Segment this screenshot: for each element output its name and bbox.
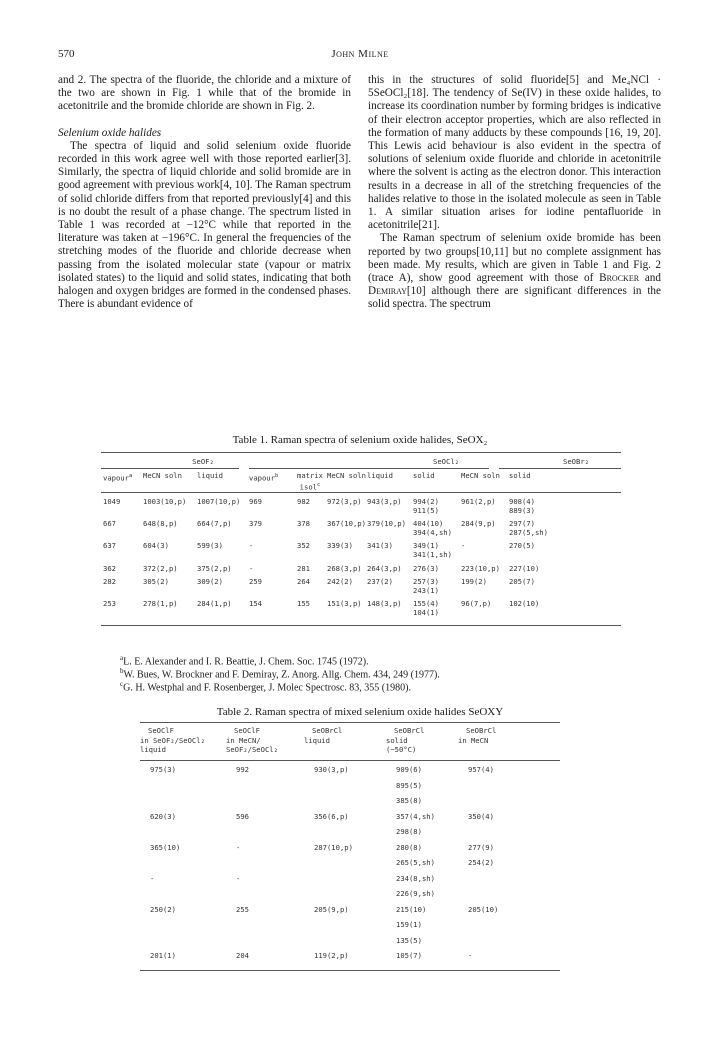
table-rule [101,468,239,469]
group-label: SeOClF [234,726,260,735]
table-cell: 372(2,p) [143,563,178,573]
table-cell: 264 [297,577,310,587]
table1 [101,452,641,617]
table-cell: 155(4) 104(1) [413,599,439,617]
table-cell: 268(3,p) [327,563,362,573]
table2 [140,722,570,982]
table-cell: 159(1) [396,920,422,929]
column-header: liquid [197,471,223,480]
column-header: solid (−50°C) [386,736,417,754]
table-cell: 1049 [103,497,121,506]
table-cell: 994(2) 911(5) [413,497,439,515]
group-label: SeOBrCl [466,726,497,735]
left-column [58,74,351,311]
table-cell: 284(1,p) [197,599,232,609]
table2-caption: Table 2. Raman spectra of mixed selenium oxide halides SeOXY [216,706,504,718]
table-cell: 961(2,p) [461,497,496,506]
table-cell: 309(2) [197,577,223,587]
table-cell: 205(7) [509,577,535,587]
table-cell: 664(7,p) [197,519,232,529]
table-cell: 379 [249,519,262,529]
table-cell: 1007(10,p) [197,497,241,506]
table-cell: 237(2) [367,577,393,587]
column-header: in SeOF₂/SeOCl₂ liquid [140,736,205,754]
right-column [368,74,661,312]
table-rule [101,625,621,626]
table-cell: 253 [103,599,116,609]
table-cell: 280(8) [396,842,422,852]
table-rule dash [140,760,560,761]
group-label: SeOCl₂ [433,457,459,466]
column-header: MeCN soln [327,471,366,480]
table-cell: - [236,842,241,852]
table-cell: 349(1) 341(1,sh) [413,541,452,559]
text-run: The Raman spectrum of selenium oxide bromide has been reported by two groups[10,11] but no complete assignment has been made. My results, which are given in Table 1 and Fig. 2 (trace A), show good agreement with those of [368,232,661,285]
table-cell: - [249,541,254,551]
author-name: Demiray [368,285,407,298]
table-cell: 379(10,p) [367,519,406,529]
column-header: in MeCN [458,736,489,745]
column-header: vapour$^a$ [103,473,133,483]
table-cell: 620(3) [150,811,176,821]
table-cell: 667 [103,519,116,529]
table-cell: 339(3) [327,541,353,551]
table-cell: - [249,563,254,573]
table-cell: 287(10,p) [314,842,353,852]
table-cell: 982 [297,497,310,506]
group-label: SeOBrCl [394,726,425,735]
table-cell: 277(9) [468,842,494,852]
column-header: liquid [367,471,393,480]
table-cell: 957(4) [468,765,494,774]
table-rule [249,468,489,469]
table-cell: 604(3) [143,541,169,551]
table-cell: 637 [103,541,116,551]
table-cell: 648(8,p) [143,519,178,529]
column-header: vapour$^b$ [249,473,279,483]
table-cell: 257(3) 243(1) [413,577,439,595]
table-cell: 201(1) [150,951,176,960]
table-cell: 148(3,p) [367,599,402,609]
table-cell: 250(2) [150,904,176,914]
table-cell: 341(3) [367,541,393,551]
paragraph: and 2. The spectra of the fluoride, the chloride and a mixture of the two are shown in Fig. 1 while that of the bromide in acetonitrile and the bromide chloride are shown in Fig. 2. [58,74,351,113]
table-cell: 972(3,p) [327,497,362,506]
running-author: John Milne [331,48,389,60]
table-cell: 895(5) [396,780,422,790]
table-rule [499,468,621,469]
table-cell: 975(3) [150,765,176,774]
table-rule [140,970,560,971]
table-cell: 969 [249,497,262,506]
table-rule [140,722,560,723]
table-cell: 264(3,p) [367,563,402,573]
table-cell: 298(8) [396,827,422,836]
column-header: MeCN soln [143,471,182,480]
table-cell: 282 [103,577,116,587]
table-cell: 135(5) [396,935,422,945]
table-cell: - [468,951,473,960]
table-cell: 155 [297,599,310,609]
table-cell: 362 [103,563,116,573]
table-cell: 199(2) [461,577,487,587]
text-run: and [639,272,661,285]
group-label: SeOF₂ [192,457,214,466]
table-cell: 385(8) [396,796,422,805]
group-label: SeOBr₂ [563,457,589,466]
column-header: solid [509,471,531,480]
table-cell: 281 [297,563,310,573]
text-run: [10] although there are significant differences in the solid spectra. The spectrum [368,285,661,311]
table-cell: 992 [236,765,249,774]
table-cell: 367(10,p) [327,519,366,529]
column-header: in MeCN/ SeOF₂/SeOCl₂ [226,736,278,754]
table-footnote: $^c$G. H. Westphal and F. Rosenberger, J. Molec Spectrosc. 83, 355 (1980). [120,680,411,694]
table-rule [101,452,621,453]
table-cell: 305(2) [143,577,169,587]
table-cell: - [150,873,155,883]
table-cell: 234(8,sh) [396,873,435,883]
table-cell: 599(3) [197,541,223,551]
table-cell: 350(4) [468,811,494,821]
table-rule dash [101,492,621,493]
table-cell: 375(2,p) [197,563,232,573]
table-cell: 119(2,p) [314,951,349,960]
table-cell: 227(10) [509,563,540,573]
table-cell: 278(1,p) [143,599,178,609]
table-cell: 284(9,p) [461,519,496,529]
table-cell: 151(3,p) [327,599,362,609]
section-title: Selenium oxide halides [58,126,162,139]
group-label: SeOClF [148,726,174,735]
table-footnote: $^b$W. Bues, W. Brockner and F. Demiray, Z. Anorg. Allg. Chem. 434, 249 (1977). [120,667,440,681]
table-cell: 270(5) [509,541,535,551]
page-number: 570 [58,48,75,60]
table-cell: 102(10) [509,599,540,609]
table-cell: 215(10) [396,904,427,914]
author-name: Brocker [599,272,640,285]
table-cell: 365(10) [150,842,181,852]
table-cell: 226(9,sh) [396,889,435,898]
table-cell: 265(5,sh) [396,858,435,867]
table-cell: 204 [236,951,249,960]
table1-caption: Table 1. Raman spectra of selenium oxide halides, SeOX₂ [232,434,488,446]
table-cell: 205(9,p) [314,904,349,914]
paragraph [368,232,661,311]
table-cell: 154 [249,599,262,609]
table-cell: 356(6,p) [314,811,349,821]
table-cell: 930(3,p) [314,765,349,774]
group-label: SeOBrCl [312,726,343,735]
table-cell: 105(7) [396,951,422,960]
table-cell: 352 [297,541,310,551]
table-cell: 242(2) [327,577,353,587]
paragraph: this in the structures of solid fluoride[5] and Me₄NCl · 5SeOCl₂[18]. The tendency of Se(IV) in these oxide halides, to increase its coordination number by forming bridges is indicative of their electron acceptor properties, which are also reflected in the formation of many adducts by these compounds [16, 19, 20]. This Lewis acid behaviour is also evident in the spectra of solutions of selenium oxide fluoride and chloride in acetonitrile where the solvent is acting as the electron donor. This interaction results in a decrease in all of the stretching frequencies of the halides relative to those in the isolated molecule as seen in Table 1. A similar situation arises for iodine pentafluoride in acetonitrile[21]. [368,74,661,232]
column-header: matrix isol$^c$ [297,471,323,491]
table-cell: - [461,541,466,551]
column-header: solid [413,471,435,480]
table-cell: 223(10,p) [461,563,500,573]
table-cell: 909(6) [396,765,422,774]
table-cell: 205(10) [468,904,499,914]
table-cell: 297(7) 287(5,sh) [509,519,548,537]
table-cell: 259 [249,577,262,587]
column-header: liquid [304,736,330,745]
table-cell: 404(10) 394(4,sh) [413,519,452,537]
table-cell: - [236,873,241,883]
table-cell: 254(2) [468,858,494,867]
table-cell: 1003(10,p) [143,497,187,506]
table-cell: 378 [297,519,310,529]
paragraph: The spectra of liquid and solid selenium oxide fluoride recorded in this work agree well with those reported earlier[3]. Similarly, the spectra of liquid chloride and solid bromide are in good agreement with previous work[4, 10]. The Raman spectrum of solid chloride differs from that reported previously[4] and this is no doubt the result of a phase change. The spectrum listed in Table 1 was recorded at −12°C while that reported in the literature was taken at −196°C. In general the frequencies of the stretching modes of the fluoride and chloride decrease when passing from the isolated molecular state (vapour or matrix isolated states) to the liquid and solid states, indicating that both halogen and oxygen bridges are formed in the condensed phases. There is abundant evidence of [58,139,351,311]
table-cell: 357(4,sh) [396,811,435,821]
table-cell: 276(3) [413,563,439,573]
table-footnote: $^a$L. E. Alexander and I. R. Beattie, J. Chem. Soc. 1745 (1972). [120,654,369,668]
column-header: MeCN soln [461,471,500,480]
table-cell: 943(3,p) [367,497,402,506]
table-cell: 96(7,p) [461,599,492,609]
table-cell: 596 [236,811,249,821]
table-cell: 908(4) 889(3) [509,497,535,515]
table-cell: 255 [236,904,249,914]
